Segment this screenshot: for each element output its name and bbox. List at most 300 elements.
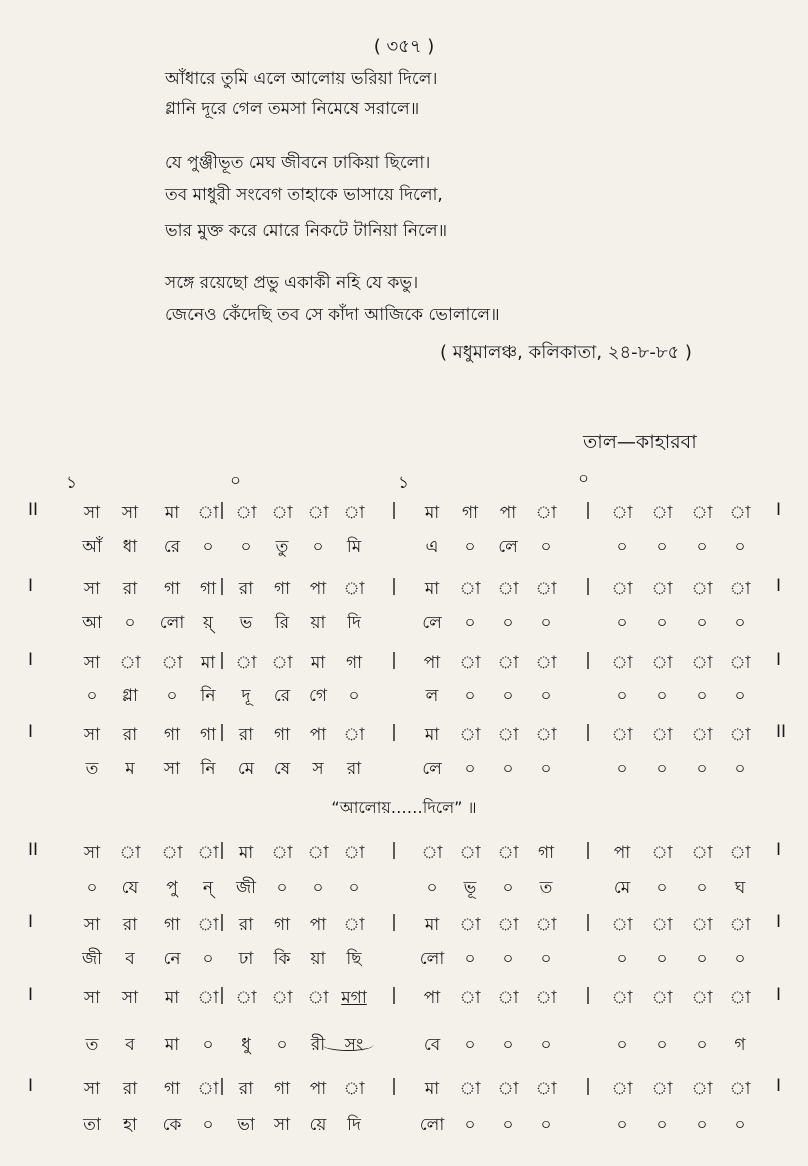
- lyric-syllable: রি: [274, 613, 290, 633]
- swara-note: া: [459, 843, 481, 863]
- lyric-syllable: ০: [166, 686, 178, 706]
- verse-line-6: সঙ্গে রয়েছো প্রভু একাকী নহি যে কভু।: [165, 273, 419, 293]
- bar-line: |: [219, 500, 225, 520]
- lyric-syllable: ০: [696, 759, 708, 779]
- bar-line: |: [585, 912, 591, 932]
- bar-line: |: [391, 722, 397, 742]
- lyric-syllable: ০: [502, 878, 514, 898]
- swara-note: া: [535, 725, 557, 745]
- lyric-syllable: ০: [276, 1035, 288, 1055]
- lyric-syllable: আঁ: [82, 537, 102, 557]
- swara-note: গা: [273, 725, 291, 745]
- swara-note: া: [651, 503, 673, 523]
- lyric-syllable: জী: [81, 949, 103, 969]
- row-start-marker: I: [28, 912, 34, 932]
- swara-note: া: [343, 579, 365, 599]
- swara-note: া: [729, 725, 751, 745]
- lyric-syllable: ধা: [122, 537, 138, 557]
- lyric-syllable: তু: [275, 537, 289, 557]
- lyric-syllable: ০: [540, 949, 552, 969]
- swara-note: রা: [238, 1079, 254, 1099]
- swara-note: া: [651, 915, 673, 935]
- row-start-marker: II: [28, 840, 39, 860]
- swara-note: া: [497, 653, 519, 673]
- beat-marker: ০: [578, 469, 590, 489]
- swara-note: া: [343, 843, 365, 863]
- swara-note: া: [343, 725, 365, 745]
- lyric-syllable: য়ে: [309, 1115, 327, 1135]
- swara-note: সা: [83, 725, 101, 745]
- swara-note: া: [535, 503, 557, 523]
- lyric-syllable: ০: [312, 878, 324, 898]
- lyric-syllable: রে: [163, 537, 181, 557]
- swara-note: গা: [199, 725, 217, 745]
- swara-note: পা: [309, 1079, 327, 1099]
- row-start-marker: I: [28, 985, 34, 1005]
- lyric-syllable: ০: [202, 1035, 214, 1055]
- lyric-syllable: ০: [502, 1115, 514, 1135]
- lyric-syllable: ০: [202, 1115, 214, 1135]
- lyric-syllable: তা: [83, 1115, 101, 1135]
- lyric-syllable: আ: [82, 613, 102, 633]
- verse-line-4: তব মাধুরী সংবেগ তাহাকে ভাসায়ে দিলো,: [165, 185, 443, 205]
- swara-note: সা: [83, 988, 101, 1008]
- row-start-marker: I: [28, 722, 34, 742]
- swara-note: া: [459, 988, 481, 1008]
- lyric-syllable: ০: [464, 613, 476, 633]
- swara-note: া: [691, 579, 713, 599]
- lyric-syllable: ল: [425, 686, 439, 706]
- swara-note: া: [651, 579, 673, 599]
- lyric-syllable: ০: [656, 537, 668, 557]
- lyric-syllable: পু: [166, 878, 178, 898]
- swara-note: া: [197, 1079, 219, 1099]
- swara-row: [0, 840, 808, 870]
- lyric-syllable: ব: [125, 1035, 135, 1055]
- lyric-syllable: ০: [540, 686, 552, 706]
- lyric-syllable: নে: [163, 949, 181, 969]
- swara-note: রা: [238, 725, 254, 745]
- lyric-syllable: ০: [734, 1115, 746, 1135]
- swara-note: া: [611, 1079, 633, 1099]
- lyric-syllable: এ: [425, 537, 439, 557]
- swara-row: [0, 650, 808, 680]
- lyric-syllable: ০: [616, 759, 628, 779]
- verse-line-7: জেনেও কেঁদেছি তব সে কাঁদা আজিকে ভোলালে॥: [165, 305, 500, 325]
- lyric-syllable: ০: [696, 686, 708, 706]
- swara-row: [0, 500, 808, 530]
- swara-note: া: [271, 988, 293, 1008]
- lyric-syllable: ত: [539, 878, 553, 898]
- swara-note: সা: [83, 503, 101, 523]
- lyric-syllable: ০: [696, 537, 708, 557]
- swara-note: া: [421, 843, 443, 863]
- swara-note: গা: [537, 843, 555, 863]
- swara-note: া: [729, 843, 751, 863]
- bar-line: |: [391, 840, 397, 860]
- lyric-syllable: নি: [200, 686, 216, 706]
- lyric-syllable: গে: [308, 686, 328, 706]
- lyric-row: [0, 683, 808, 713]
- lyric-syllable: ০: [656, 949, 668, 969]
- lyric-syllable: দি: [347, 1115, 361, 1135]
- bar-line: |: [585, 985, 591, 1005]
- lyric-syllable: ০: [734, 759, 746, 779]
- swara-note: া: [235, 988, 257, 1008]
- row-end-marker: I: [776, 576, 782, 596]
- swara-note: সা: [83, 915, 101, 935]
- lyric-syllable: ০: [426, 878, 438, 898]
- beat-marker: ১: [398, 473, 410, 493]
- lyric-syllable: ০: [734, 949, 746, 969]
- bar-line: |: [391, 1076, 397, 1096]
- swara-note: া: [691, 843, 713, 863]
- swara-note: া: [691, 1079, 713, 1099]
- lyric-syllable: ০: [616, 537, 628, 557]
- swara-note: পা: [423, 653, 441, 673]
- lyric-syllable: সা: [273, 1115, 291, 1135]
- swara-note: মা: [164, 503, 180, 523]
- swara-note: া: [119, 843, 141, 863]
- swara-row: [0, 576, 808, 606]
- lyric-syllable: দূ: [241, 686, 251, 706]
- lyric-row: [0, 534, 808, 564]
- swara-note: পা: [309, 579, 327, 599]
- swara-note: গা: [163, 915, 181, 935]
- lyric-syllable: ০: [276, 878, 288, 898]
- swara-note: া: [271, 653, 293, 673]
- swara-note: া: [197, 915, 219, 935]
- swara-note: া: [691, 725, 713, 745]
- swara-note: া: [729, 988, 751, 1008]
- swara-note: পা: [309, 915, 327, 935]
- verse-line-3: যে পুঞ্জীভূত মেঘ জীবনে ঢাকিয়া ছিলো।: [165, 153, 431, 173]
- swara-note: া: [691, 503, 713, 523]
- lyric-syllable: বে: [423, 1035, 441, 1055]
- lyric-syllable: ০: [616, 1115, 628, 1135]
- lyric-row: [0, 756, 808, 786]
- swara-note: রা: [238, 915, 254, 935]
- lyric-syllable: ভ: [239, 613, 253, 633]
- swara-note: া: [611, 579, 633, 599]
- swara-note: সা: [121, 988, 139, 1008]
- row-start-marker: I: [28, 650, 34, 670]
- swara-note: া: [459, 725, 481, 745]
- row-end-marker: I: [776, 840, 782, 860]
- swara-note: া: [729, 1079, 751, 1099]
- swara-note: া: [343, 503, 365, 523]
- swara-note: গা: [199, 579, 217, 599]
- lyric-syllable: ০: [86, 878, 98, 898]
- swara-note: া: [497, 843, 519, 863]
- swara-note: া: [691, 988, 713, 1008]
- swara-note: া: [497, 579, 519, 599]
- swara-note: া: [535, 988, 557, 1008]
- row-end-marker: I: [776, 912, 782, 932]
- lyric-syllable: ০: [656, 759, 668, 779]
- lyric-syllable: ০: [734, 537, 746, 557]
- swara-note: গা: [273, 915, 291, 935]
- bar-line: |: [585, 722, 591, 742]
- lyric-syllable: ত: [85, 1035, 99, 1055]
- lyric-syllable: ০: [696, 613, 708, 633]
- bar-line: |: [585, 576, 591, 596]
- swara-note: া: [459, 1079, 481, 1099]
- lyric-syllable: ০: [240, 537, 252, 557]
- lyric-syllable: দি: [347, 613, 361, 633]
- swara-note: া: [307, 988, 329, 1008]
- lyric-syllable: ০: [348, 878, 360, 898]
- swara-note: গা: [273, 579, 291, 599]
- bar-line: |: [391, 650, 397, 670]
- lyric-syllable: রা: [346, 759, 362, 779]
- row-start-marker: I: [28, 576, 34, 596]
- swara-note: মা: [310, 653, 326, 673]
- lyric-syllable: স: [312, 759, 324, 779]
- bar-line: |: [219, 912, 225, 932]
- swara-note: া: [611, 653, 633, 673]
- swara-note: া: [651, 653, 673, 673]
- row-end-marker: I: [776, 650, 782, 670]
- lyric-syllable: ০: [502, 613, 514, 633]
- lyric-syllable: রী: [310, 1035, 326, 1055]
- swara-note: মা: [424, 915, 440, 935]
- swara-note: া: [235, 503, 257, 523]
- lyric-syllable: ০: [502, 759, 514, 779]
- swara-note: া: [235, 653, 257, 673]
- lyric-syllable: ০: [348, 686, 360, 706]
- lyric-syllable: ধু: [241, 1035, 251, 1055]
- swara-row: [0, 1076, 808, 1106]
- swara-note: রা: [122, 1079, 138, 1099]
- lyric-syllable: ০: [464, 949, 476, 969]
- swara-note: া: [729, 915, 751, 935]
- swara-note: া: [307, 843, 329, 863]
- swara-note: া: [119, 653, 141, 673]
- lyric-row: [0, 946, 808, 976]
- swara-note: া: [651, 988, 673, 1008]
- bar-line: |: [391, 912, 397, 932]
- lyric-syllable: ০: [540, 537, 552, 557]
- lyric-syllable: হা: [123, 1115, 137, 1135]
- lyric-syllable: ০: [696, 1115, 708, 1135]
- lyric-syllable: ০: [464, 1035, 476, 1055]
- swara-row: [0, 722, 808, 752]
- lyric-syllable: ০: [202, 537, 214, 557]
- swara-note: া: [611, 915, 633, 935]
- lyric-syllable: য়া: [310, 613, 326, 633]
- swara-note: পা: [423, 988, 441, 1008]
- swara-note: মা: [424, 725, 440, 745]
- swara-note: মা: [424, 503, 440, 523]
- page-number: ( ৩৫৭ ): [373, 36, 435, 57]
- lyric-syllable: ০: [502, 686, 514, 706]
- lyric-syllable: কি: [273, 949, 291, 969]
- swara-note: া: [497, 725, 519, 745]
- bar-line: |: [219, 985, 225, 1005]
- swara-note: া: [343, 1079, 365, 1099]
- lyric-syllable: ষে: [273, 759, 291, 779]
- lyric-syllable: ০: [696, 949, 708, 969]
- bar-line: |: [391, 985, 397, 1005]
- beat-marker: ১: [66, 473, 78, 493]
- row-end-marker: II: [776, 722, 787, 742]
- lyric-syllable: ০: [464, 1115, 476, 1135]
- lyric-syllable: ০: [656, 1115, 668, 1135]
- lyric-syllable: সা: [163, 759, 181, 779]
- verse-line-2: গ্লানি দূরে গেল তমসা নিমেষে সরালে॥: [165, 99, 420, 119]
- swara-note: া: [611, 503, 633, 523]
- lyric-syllable: ঢা: [238, 949, 254, 969]
- swara-note: া: [691, 915, 713, 935]
- lyric-syllable: ০: [540, 1115, 552, 1135]
- lyric-syllable: সং: [344, 1035, 364, 1055]
- lyric-row: [0, 875, 808, 905]
- lyric-syllable: ০: [656, 1035, 668, 1055]
- lyric-syllable: ত: [85, 759, 99, 779]
- lyric-syllable: ভূ: [463, 878, 477, 898]
- lyric-syllable: লে: [498, 537, 518, 557]
- lyric-syllable: কে: [162, 1115, 182, 1135]
- bar-line: |: [219, 840, 225, 860]
- section-title: “আলোয়……দিলে” ॥: [331, 798, 477, 817]
- swara-note: সা: [83, 1079, 101, 1099]
- bar-line: |: [585, 840, 591, 860]
- swara-note: া: [459, 653, 481, 673]
- lyric-syllable: জী: [235, 878, 257, 898]
- lyric-syllable: ঘ: [734, 878, 746, 898]
- swara-note: া: [535, 653, 557, 673]
- lyric-syllable: লো: [159, 613, 185, 633]
- bar-line: |: [585, 650, 591, 670]
- meend-arc: [322, 1038, 374, 1051]
- lyric-syllable: ০: [656, 878, 668, 898]
- lyric-syllable: য়্: [202, 613, 214, 633]
- swara-note: মা: [424, 1079, 440, 1099]
- swara-row: [0, 985, 808, 1015]
- swara-note: া: [729, 653, 751, 673]
- lyric-syllable: গ: [734, 1035, 746, 1055]
- swara-note: া: [651, 725, 673, 745]
- swara-note: া: [535, 579, 557, 599]
- row-start-marker: II: [28, 500, 39, 520]
- lyric-syllable: লো: [419, 949, 445, 969]
- swara-note: া: [651, 1079, 673, 1099]
- swara-note: রা: [122, 579, 138, 599]
- lyric-syllable: ০: [464, 759, 476, 779]
- swara-note: া: [161, 843, 183, 863]
- swara-note: মা: [164, 988, 180, 1008]
- lyric-syllable: ০: [464, 686, 476, 706]
- swara-note: সা: [121, 503, 139, 523]
- lyric-syllable: রে: [273, 686, 291, 706]
- swara-note: া: [691, 653, 713, 673]
- lyric-syllable: ন্: [202, 878, 214, 898]
- swara-note: া: [197, 843, 219, 863]
- swara-note: া: [497, 988, 519, 1008]
- composition-signature: ( মধুমালঞ্চ, কলিকাতা, ২৪-৮-৮৫ ): [440, 342, 692, 363]
- lyric-syllable: ০: [734, 686, 746, 706]
- lyric-syllable: ম: [125, 759, 135, 779]
- lyric-syllable: ০: [616, 613, 628, 633]
- bar-line: |: [391, 500, 397, 520]
- lyric-syllable: যে: [121, 878, 139, 898]
- swara-note: া: [535, 915, 557, 935]
- bar-line: |: [585, 500, 591, 520]
- swara-note: সা: [83, 843, 101, 863]
- row-start-marker: I: [28, 1076, 34, 1096]
- lyric-syllable: ০: [502, 1035, 514, 1055]
- lyric-syllable: লে: [422, 759, 442, 779]
- swara-note: গা: [163, 579, 181, 599]
- swara-note: রা: [122, 725, 138, 745]
- swara-note: মগা: [341, 988, 367, 1008]
- row-end-marker: I: [776, 985, 782, 1005]
- lyric-syllable: ০: [616, 949, 628, 969]
- swara-note: া: [611, 725, 633, 745]
- swara-note: া: [459, 915, 481, 935]
- swara-note: মা: [424, 579, 440, 599]
- swara-row: [0, 912, 808, 942]
- swara-note: া: [729, 579, 751, 599]
- lyric-syllable: ০: [86, 686, 98, 706]
- bar-line: |: [585, 1076, 591, 1096]
- swara-note: া: [271, 503, 293, 523]
- lyric-syllable: ০: [656, 686, 668, 706]
- swara-note: রা: [122, 915, 138, 935]
- lyric-syllable: ছি: [346, 949, 362, 969]
- lyric-syllable: ০: [540, 759, 552, 779]
- row-end-marker: I: [776, 500, 782, 520]
- swara-note: পা: [613, 843, 631, 863]
- lyric-syllable: ০: [734, 613, 746, 633]
- swara-note: গা: [163, 1079, 181, 1099]
- swara-note: রা: [238, 579, 254, 599]
- swara-note: গা: [273, 1079, 291, 1099]
- swara-note: া: [271, 843, 293, 863]
- lyric-syllable: মি: [346, 537, 362, 557]
- swara-note: গা: [461, 503, 479, 523]
- bar-line: |: [219, 576, 225, 596]
- swara-note: া: [459, 579, 481, 599]
- lyric-syllable: ০: [124, 613, 136, 633]
- swara-note: মা: [200, 653, 216, 673]
- lyric-syllable: ০: [464, 537, 476, 557]
- bar-line: |: [219, 722, 225, 742]
- taal-label: তাল—কাহারবা: [583, 431, 697, 453]
- lyric-syllable: য়া: [310, 949, 326, 969]
- swara-note: া: [161, 653, 183, 673]
- lyric-syllable: গ্লা: [122, 686, 138, 706]
- lyric-syllable: ০: [202, 949, 214, 969]
- lyric-syllable: ০: [616, 686, 628, 706]
- beat-marker: ০: [230, 471, 242, 491]
- lyric-syllable: ০: [540, 1035, 552, 1055]
- swara-note: া: [307, 503, 329, 523]
- swara-note: গা: [345, 653, 363, 673]
- lyric-syllable: লে: [422, 613, 442, 633]
- swara-note: সা: [83, 653, 101, 673]
- row-end-marker: I: [776, 1076, 782, 1096]
- lyric-row: [0, 610, 808, 640]
- lyric-syllable: নি: [200, 759, 216, 779]
- lyric-syllable: ০: [502, 949, 514, 969]
- lyric-row: [0, 1112, 808, 1142]
- swara-note: গা: [163, 725, 181, 745]
- bar-line: |: [219, 1076, 225, 1096]
- lyric-syllable: ০: [656, 613, 668, 633]
- bar-line: |: [391, 576, 397, 596]
